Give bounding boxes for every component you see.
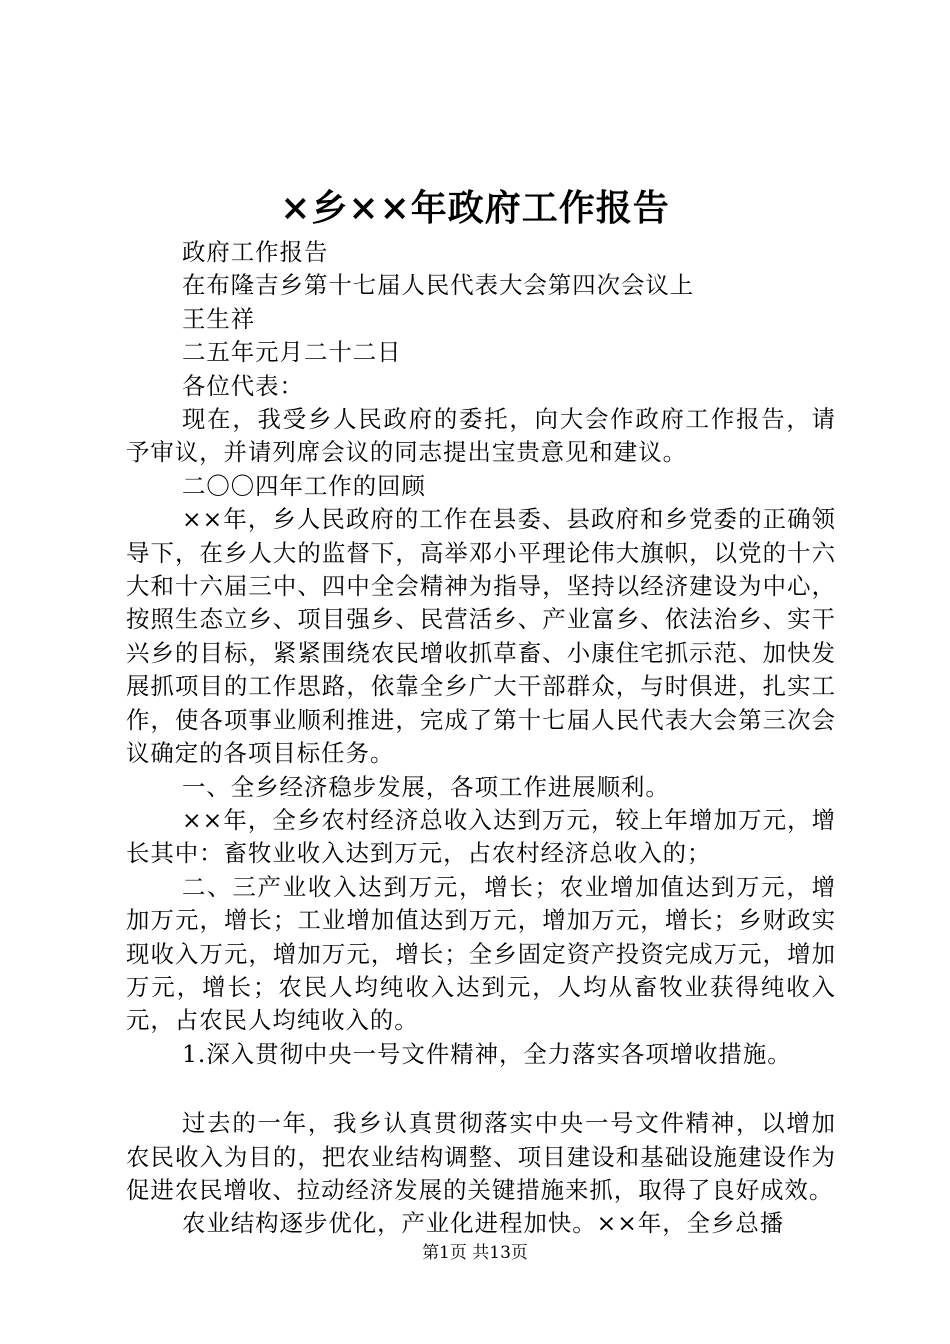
past-year-paragraph: 过去的一年，我乡认真贯彻落实中央一号文件精神，以增加农民收入为目的，把农业结构调整、项目建设和基础设施建设作为促进农民增收、拉动经济发展的关键措施来抓，取得了良好成效。 (126, 1109, 836, 1204)
page-number-footer: 第1页 共13页 (422, 1243, 528, 1263)
document-body (126, 236, 836, 1241)
agriculture-paragraph: 农业结构逐步优化，产业化进程加快。××年，全乡总播 (182, 1209, 785, 1238)
industry-paragraph: 二、三产业收入达到万元，增长；农业增加值达到万元，增加万元，增长；工业增加值达到万元，增加万元，增长；乡财政实现收入万元，增加万元，增长；全乡固定资产投资完成万元，增加万元，增长；农民人均纯收入达到元，人均从畜牧业获得纯收入元，占农民人均纯收入的。 (126, 872, 836, 1035)
report-date: 二五年元月二十二日 (182, 338, 402, 367)
document-title: ×乡××年政府工作报告 (280, 187, 670, 229)
report-heading: 政府工作报告 (182, 238, 329, 266)
salutation: 各位代表： (182, 371, 304, 400)
economy-paragraph: ××年，全乡农村经济总收入达到万元，较上年增加万元，增长其中：畜牧业收入达到万元，占农村经济总收入的； (126, 805, 836, 868)
speaker-name: 王生祥 (182, 304, 256, 333)
section-heading-review: 二〇〇四年工作的回顾 (182, 471, 426, 500)
review-paragraph: ××年，乡人民政府的工作在县委、县政府和乡党委的正确领导下，在乡人大的监督下，高举邓小平理论伟大旗帜，以党的十六大和十六届三中、四中全会精神为指导，坚持以经济建设为中心，按照生态立乡、项目强乡、民营活乡、产业富乡、依法治乡、实干兴乡的目标，紧紧围绕农民增收抓草畜、小康住宅抓示范、加快发展抓项目的工作思路，依靠全乡广大干部群众，与时俱进，扎实工作，使各项事业顺利推进，完成了第十七届人民代表大会第三次会议确定的各项目标任务。 (126, 505, 836, 768)
subsection-heading-1: 1.深入贯彻中央一号文件精神，全力落实各项增收措施。 (182, 1039, 792, 1068)
section-heading-economy: 一、全乡经济稳步发展，各项工作进展顺利。 (182, 772, 670, 801)
meeting-line: 在布隆吉乡第十七届人民代表大会第四次会议上 (182, 271, 695, 300)
intro-paragraph: 现在，我受乡人民政府的委托，向大会作政府工作报告，请予审议，并请列席会议的同志提出宝贵意见和建议。 (126, 405, 836, 467)
